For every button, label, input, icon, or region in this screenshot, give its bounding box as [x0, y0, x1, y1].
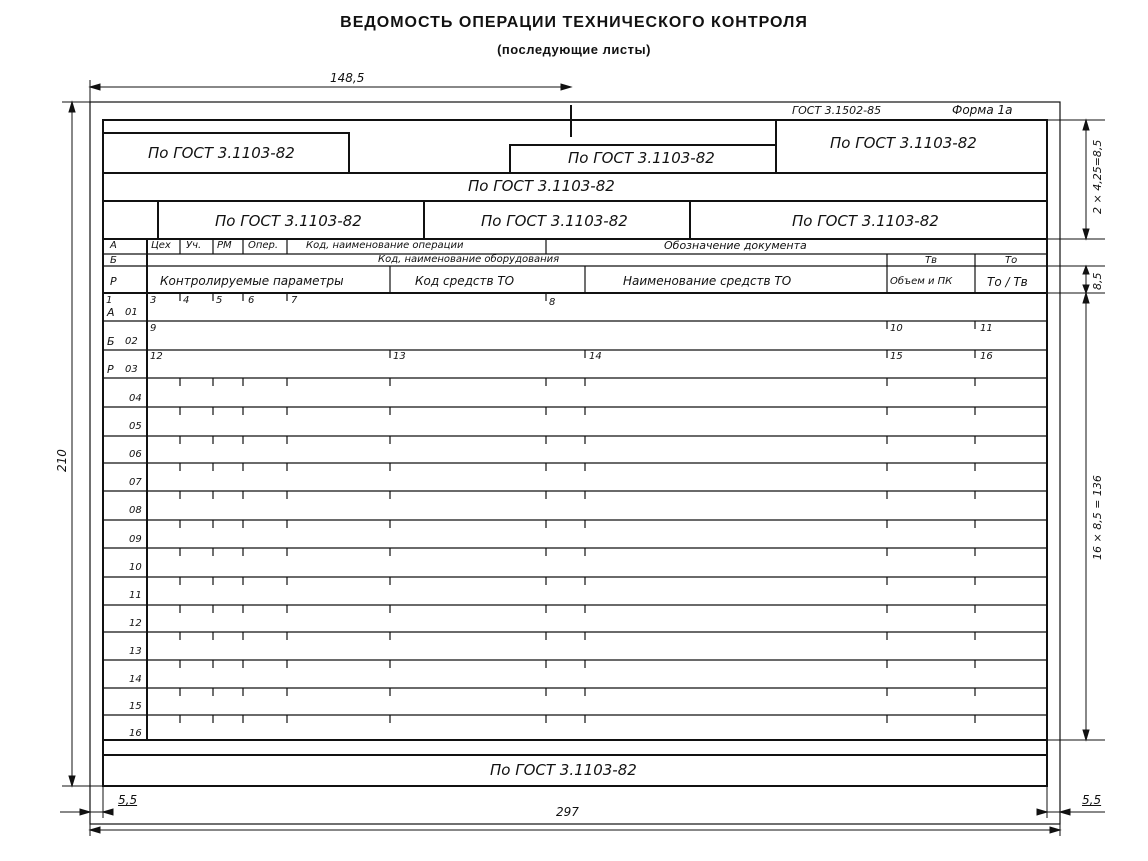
- field-12: 12: [150, 351, 163, 362]
- row-06: 06: [129, 449, 142, 460]
- hdr-tot: То / Тв: [987, 275, 1028, 289]
- ref-block-3: По ГОСТ 3.1103-82: [830, 134, 977, 152]
- document-subtitle: (последующие листы): [497, 42, 651, 57]
- ref-block-6: По ГОСТ 3.1103-82: [481, 212, 628, 230]
- column-ticks: [180, 293, 975, 723]
- dim-row-height: 8,5: [1091, 272, 1104, 290]
- field-5: 5: [216, 295, 223, 306]
- field-9: 9: [150, 323, 157, 334]
- ref-block-7: По ГОСТ 3.1103-82: [792, 212, 939, 230]
- field-15: 15: [890, 351, 903, 362]
- row-13: 13: [129, 646, 142, 657]
- field-10: 10: [890, 323, 903, 334]
- hdr-to: То: [1005, 255, 1018, 266]
- ref-block-4: По ГОСТ 3.1103-82: [468, 177, 615, 195]
- field-7: 7: [291, 295, 298, 306]
- row-12: 12: [129, 618, 142, 629]
- field-14: 14: [589, 351, 602, 362]
- dim-margin-right: 5,5: [1082, 793, 1102, 807]
- row-1: 1: [106, 295, 113, 306]
- row-08: 08: [129, 505, 142, 516]
- field-16: 16: [980, 351, 993, 362]
- row-15: 15: [129, 701, 142, 712]
- row-b: Б: [107, 335, 115, 348]
- form-label: Форма 1а: [952, 103, 1013, 117]
- hdr-p: Р: [110, 275, 117, 288]
- ref-block-5: По ГОСТ 3.1103-82: [215, 212, 362, 230]
- row-p: Р: [107, 363, 114, 376]
- hdr-kp: Контролируемые параметры: [160, 274, 344, 288]
- row-10: 10: [129, 562, 142, 573]
- row-a: А: [107, 306, 115, 319]
- hdr-a: А: [110, 240, 117, 251]
- row-16: 16: [129, 728, 142, 739]
- field-6: 6: [248, 295, 255, 306]
- gost-label: ГОСТ 3.1502-85: [792, 104, 882, 117]
- ref-block-footer: По ГОСТ 3.1103-82: [490, 761, 637, 779]
- row-11: 11: [129, 590, 142, 601]
- dim-half-width: 148,5: [330, 71, 365, 85]
- row-02: 02: [125, 336, 138, 347]
- hdr-kod-obor: Код, наименование оборудования: [378, 254, 560, 265]
- field-4: 4: [183, 295, 190, 306]
- row-14: 14: [129, 674, 142, 685]
- row-07: 07: [129, 477, 142, 488]
- document-title: ВЕДОМОСТЬ ОПЕРАЦИИ ТЕХНИЧЕСКОГО КОНТРОЛЯ: [340, 14, 808, 31]
- hdr-tv: Тв: [925, 255, 938, 266]
- field-11: 11: [980, 323, 993, 334]
- dim-margin-left: 5,5: [118, 793, 138, 807]
- ref-block-2: По ГОСТ 3.1103-82: [568, 149, 715, 167]
- hdr-oper: Опер.: [248, 240, 279, 251]
- hdr-naim-to: Наименование средств ТО: [623, 274, 792, 288]
- field-8: 8: [549, 297, 556, 308]
- hdr-rm: РМ: [217, 240, 232, 251]
- row-04: 04: [129, 393, 142, 404]
- ref-block-1: По ГОСТ 3.1103-82: [148, 144, 295, 162]
- hdr-doc: Обозначение документа: [664, 239, 807, 252]
- hdr-kod-oper: Код, наименование операции: [306, 240, 464, 251]
- dim-height: 210: [55, 449, 69, 472]
- row-01: 01: [125, 307, 138, 318]
- hdr-uch: Уч.: [186, 240, 202, 251]
- hdr-kod-to: Код средств ТО: [415, 274, 515, 288]
- hdr-tseh: Цех: [151, 240, 171, 251]
- field-13: 13: [393, 351, 406, 362]
- hdr-b: Б: [110, 255, 117, 266]
- row-09: 09: [129, 534, 142, 545]
- row-03: 03: [125, 364, 138, 375]
- dim-body: 16 × 8,5 = 136: [1091, 475, 1104, 560]
- row-05: 05: [129, 421, 142, 432]
- hdr-obem: Объем и ПК: [890, 276, 953, 287]
- field-3: 3: [150, 295, 157, 306]
- dim-width: 297: [556, 805, 579, 819]
- dim-top-rows: 2 × 4,25=8,5: [1091, 139, 1104, 214]
